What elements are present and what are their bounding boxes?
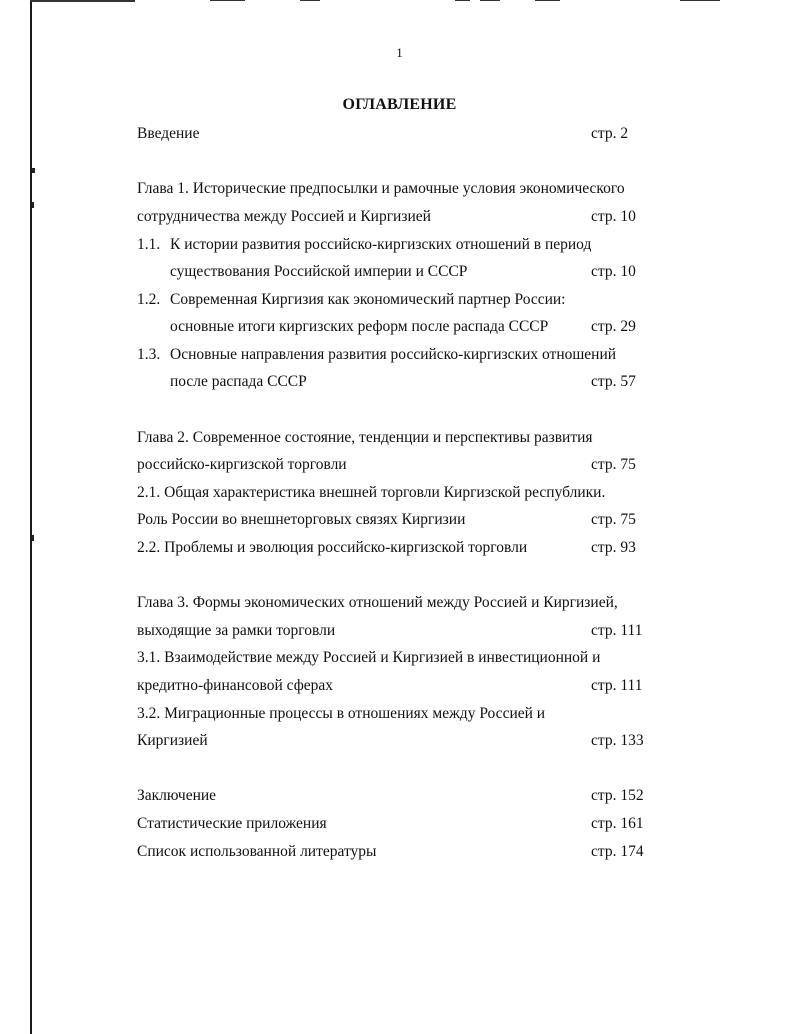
scan-top-mark bbox=[455, 0, 470, 1]
toc-number-1-1: 1.1. bbox=[137, 236, 161, 253]
scan-top-mark bbox=[300, 0, 320, 1]
toc-entry-1-1-line-2: существования Российской империи и СССР bbox=[170, 263, 468, 280]
toc-entry-3-2-line-1: 3.2. Миграционные процессы в отношениях между Россией и bbox=[137, 705, 546, 722]
toc-entry-intro: Введение bbox=[137, 125, 200, 142]
toc-entry-chapter-2-line-1: Глава 2. Современное состояние, тенденции и перспективы развития bbox=[137, 429, 593, 446]
scan-speck bbox=[32, 202, 34, 208]
toc-page-chapter-1: стр. 10 bbox=[591, 208, 636, 225]
scan-top-mark bbox=[535, 0, 560, 1]
scan-top-edge bbox=[30, 0, 135, 2]
toc-page-2-1: стр. 75 bbox=[591, 511, 636, 528]
toc-page-1-2: стр. 29 bbox=[591, 318, 636, 335]
toc-entry-chapter-3-line-2: выходящие за рамки торговли bbox=[137, 622, 336, 639]
toc-page-1-3: стр. 57 bbox=[591, 373, 636, 390]
toc-number-1-2: 1.2. bbox=[137, 291, 161, 308]
toc-page-1-1: стр. 10 bbox=[591, 263, 636, 280]
toc-entry-1-1-line-1: 1.1. К истории развития российско-киргизских отношений в период bbox=[137, 236, 592, 253]
toc-entry-2-1-line-2: Роль России во внешнеторговых связях Киргизии bbox=[137, 511, 466, 528]
page-title: ОГЛАВЛЕНИЕ bbox=[342, 96, 457, 113]
toc-page-chapter-2: стр. 75 bbox=[591, 456, 636, 473]
scan-left-edge bbox=[30, 0, 32, 1034]
toc-page-intro: стр. 2 bbox=[591, 125, 629, 142]
toc-entry-chapter-2-line-2: российско-киргизской торговли bbox=[137, 456, 347, 473]
toc-entry-chapter-3-line-1: Глава 3. Формы экономических отношений между Россией и Киргизией, bbox=[137, 594, 618, 611]
toc-page-appendices: стр. 161 bbox=[591, 815, 644, 832]
toc-page-3-1: стр. 111 bbox=[591, 677, 643, 694]
toc-entry-conclusion: Заключение bbox=[137, 787, 217, 804]
toc-entry-3-2-line-2: Киргизией bbox=[137, 732, 208, 749]
scan-top-mark bbox=[680, 0, 720, 1]
toc-entry-3-1-line-2: кредитно-финансовой сферах bbox=[137, 677, 334, 694]
toc-entry-1-3-line-2: после распада СССР bbox=[170, 373, 307, 390]
toc-entry-chapter-1-line-1: Глава 1. Исторические предпосылки и рамочные условия экономического bbox=[137, 180, 625, 197]
toc-page-conclusion: стр. 152 bbox=[591, 787, 644, 804]
toc-entry-chapter-1-line-2: сотрудничества между Россией и Киргизией bbox=[137, 208, 431, 225]
toc-page-3-2: стр. 133 bbox=[591, 732, 644, 749]
toc-entry-1-3-line-1: 1.3. Основные направления развития российско-киргизских отношений bbox=[137, 346, 617, 363]
toc-entry-1-2-line-2: основные итоги киргизских реформ после распада СССР bbox=[170, 318, 549, 335]
toc-entry-2-2: 2.2. Проблемы и эволюция российско-киргизской торговли bbox=[137, 539, 528, 556]
toc-entry-bibliography: Список использованной литературы bbox=[137, 843, 377, 860]
toc-page-bibliography: стр. 174 bbox=[591, 843, 644, 860]
toc-entry-1-2-line-1: 1.2. Современная Киргизия как экономический партнер России: bbox=[137, 291, 566, 308]
toc-entry-3-1-line-1: 3.1. Взаимодействие между Россией и Киргизией в инвестиционной и bbox=[137, 649, 601, 666]
toc-page-2-2: стр. 93 bbox=[591, 539, 636, 556]
toc-entry-2-1-line-1: 2.1. Общая характеристика внешней торговли Киргизской республики. bbox=[137, 484, 606, 501]
scan-top-mark bbox=[480, 0, 500, 1]
toc-entry-appendices: Статистические приложения bbox=[137, 815, 327, 832]
scan-speck bbox=[32, 168, 35, 173]
page-number: 1 bbox=[396, 45, 403, 60]
toc-number-1-3: 1.3. bbox=[137, 346, 161, 363]
scan-speck bbox=[32, 535, 34, 541]
scan-top-mark bbox=[210, 0, 245, 1]
toc-page-chapter-3: стр. 111 bbox=[591, 622, 643, 639]
